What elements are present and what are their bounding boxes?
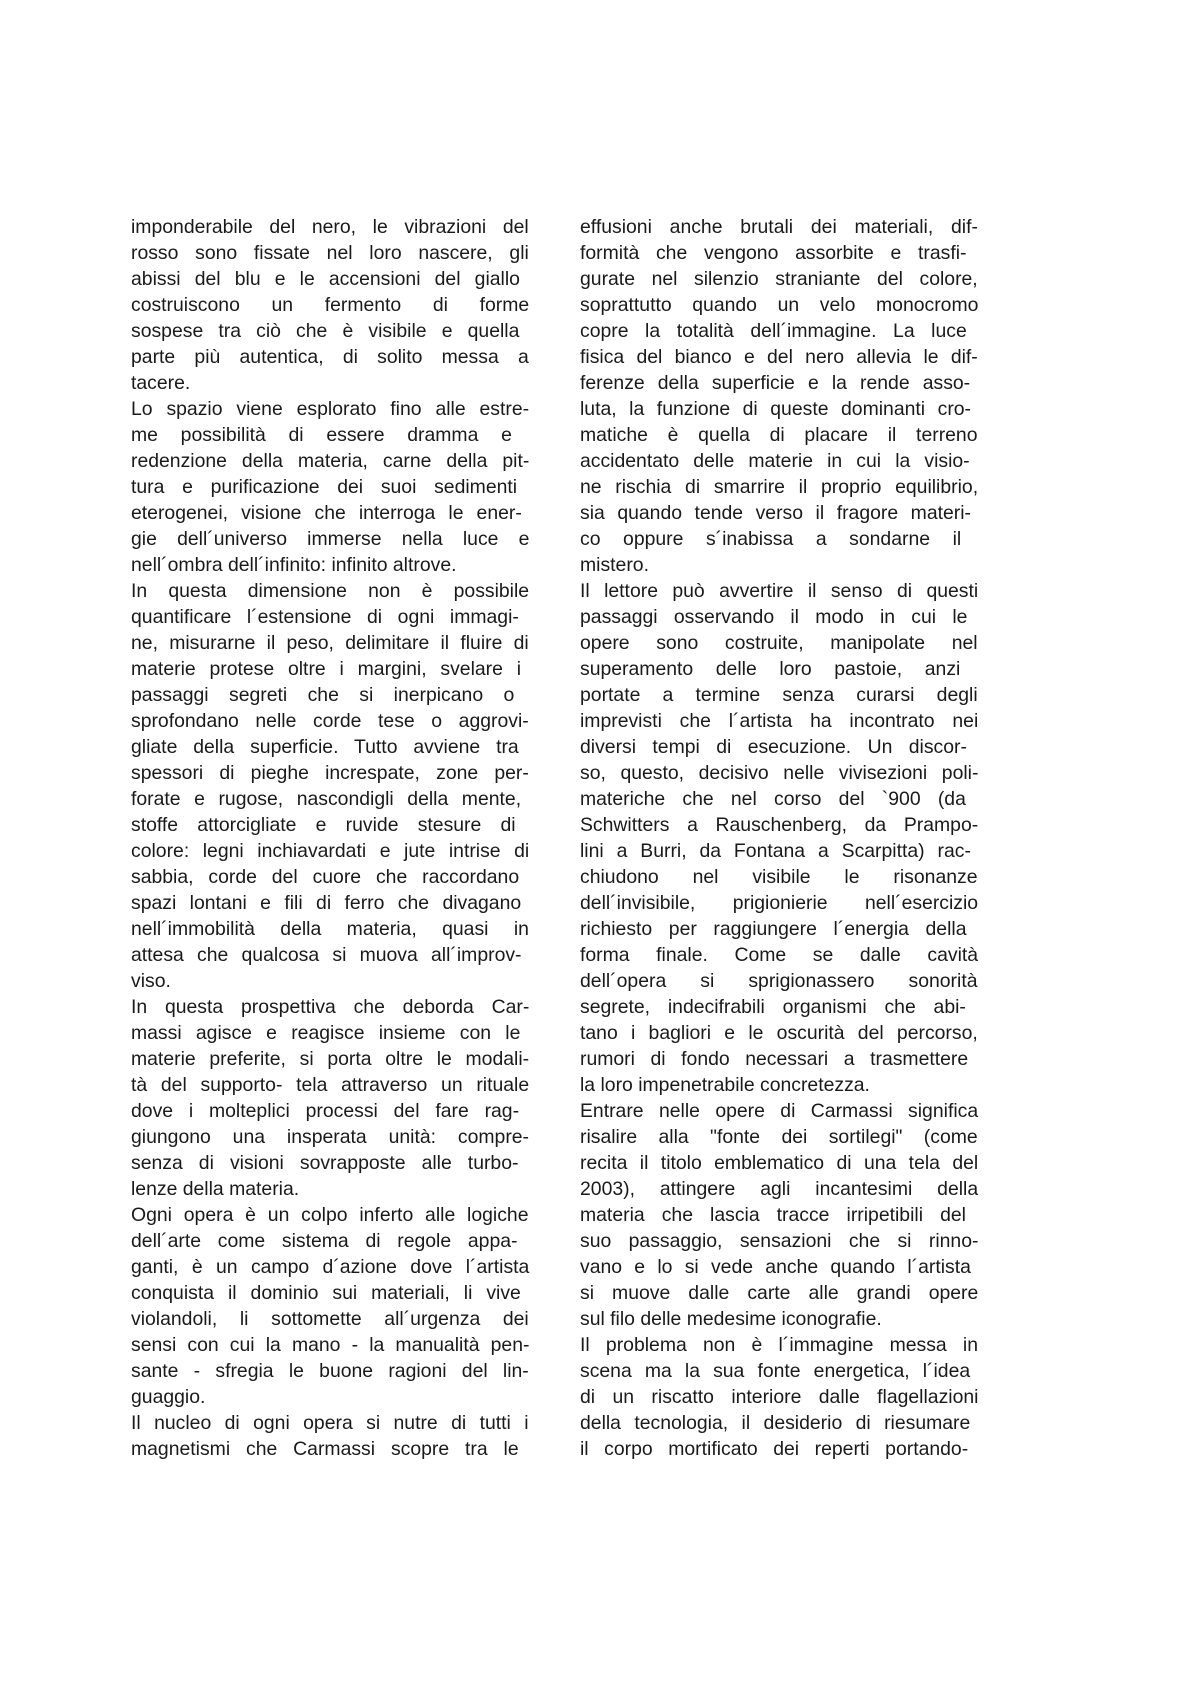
text-line: eterogenei, visione che interroga le ener- (131, 502, 522, 524)
text-line: rosso sono fissate nel loro nascere, gli (131, 242, 529, 264)
text-line: so, questo, decisivo nelle vivisezioni poli- (580, 762, 979, 784)
text-column-right (580, 214, 978, 1462)
text-line: dove i molteplici processi del fare rag- (131, 1100, 520, 1122)
text-line: tano i bagliori e le oscurità del percorso, (580, 1022, 978, 1044)
text-line: In questa dimensione non è possibile (131, 580, 530, 602)
text-line: ferenze della superficie e la rende asso- (580, 372, 971, 394)
text-column-left (131, 214, 529, 1462)
text-line: mistero. (580, 554, 649, 576)
text-line: spessori di pieghe increspate, zone per- (131, 762, 529, 784)
text-line: nell´ombra dell´infinito: infinito altrove. (131, 554, 457, 576)
text-line: copre la totalità dell´immagine. La luce (580, 320, 967, 342)
text-line: materie preferite, si porta oltre le modali- (131, 1048, 530, 1070)
text-line: colore: legni inchiavardati e jute intrise di (131, 840, 530, 862)
text-line: si muove dalle carte alle grandi opere (580, 1282, 979, 1304)
text-line: parte più autentica, di solito messa a (131, 346, 529, 368)
text-line: nell´immobilità della materia, quasi in (131, 918, 529, 940)
text-line: richiesto per raggiungere l´energia della (580, 918, 967, 940)
text-line: sospese tra ciò che è visibile e quella (131, 320, 520, 342)
text-line: materiche che nel corso del `900 (da (580, 788, 966, 810)
text-line: sul filo delle medesime iconografie. (580, 1308, 882, 1330)
text-line: effusioni anche brutali dei materiali, dif- (580, 216, 978, 238)
text-line: accidentato delle materie in cui la visio- (580, 450, 970, 472)
text-line: sia quando tende verso il fragore materi- (580, 502, 971, 524)
text-line: senza di visioni sovrapposte alle turbo- (131, 1152, 519, 1174)
text-line: sabbia, corde del cuore che raccordano (131, 866, 520, 888)
text-line: spazi lontani e fili di ferro che divagano (131, 892, 522, 914)
text-line: rumori di fondo necessari a trasmettere (580, 1048, 969, 1070)
text-line: lini a Burri, da Fontana a Scarpitta) rac- (580, 840, 971, 862)
text-line: costruiscono un fermento di forme (131, 294, 530, 316)
text-line: Ogni opera è un colpo inferto alle logiche (131, 1204, 529, 1226)
text-line: gurate nel silenzio straniante del colore, (580, 268, 978, 290)
text-line: superamento delle loro pastoie, anzi (580, 658, 961, 680)
text-line: gie dell´universo immerse nella luce e (131, 528, 530, 550)
text-line: dell´opera si sprigionassero sonorità (580, 970, 978, 992)
text-line: violandoli, li sottomette all´urgenza dei (131, 1308, 529, 1330)
text-line: di un riscatto interiore dalle flagellazioni (580, 1386, 979, 1408)
text-line: materia che lascia tracce irripetibili del (580, 1204, 966, 1226)
text-line: suo passaggio, sensazioni che si rinno- (580, 1230, 979, 1252)
text-line: ne rischia di smarrire il proprio equilibrio, (580, 476, 979, 498)
text-line: diversi tempi di esecuzione. Un discor- (580, 736, 967, 758)
text-line: Lo spazio viene esplorato fino alle estre- (131, 398, 530, 420)
text-line: scena ma la sua fonte energetica, l´idea (580, 1360, 971, 1382)
text-line: opere sono costruite, manipolate nel (580, 632, 978, 654)
text-line: Il lettore può avvertire il senso di questi (580, 580, 979, 602)
text-line: co oppure s´inabissa a sondarne il (580, 528, 962, 550)
text-line: il corpo mortificato dei reperti portando- (580, 1438, 969, 1460)
text-line: imponderabile del nero, le vibrazioni del (131, 216, 529, 238)
text-line: Schwitters a Rauschenberg, da Prampo- (580, 814, 979, 836)
text-line: sante - sfregia le buone ragioni del lin- (131, 1360, 529, 1382)
text-line: Il nucleo di ogni opera si nutre di tutti i (131, 1412, 529, 1434)
text-line: passaggi segreti che si inerpicano o (131, 684, 515, 706)
text-line: quantificare l´estensione di ogni immagi- (131, 606, 519, 628)
text-line: passaggi osservando il modo in cui le (580, 606, 968, 628)
text-line: gliate della superficie. Tutto avviene tra (131, 736, 519, 758)
text-line: tacere. (131, 372, 191, 394)
text-line: forma finale. Come se dalle cavità (580, 944, 979, 966)
text-line: imprevisti che l´artista ha incontrato nei (580, 710, 979, 732)
text-line: forate e rugose, nascondigli della mente, (131, 788, 522, 810)
text-line: lenze della materia. (131, 1178, 300, 1200)
text-line: Il problema non è l´immagine messa in (580, 1334, 979, 1356)
text-line: tura e purificazione dei suoi sedimenti (131, 476, 518, 498)
text-line: In questa prospettiva che deborda Car- (131, 996, 530, 1018)
text-line: dell´arte come sistema di regole appa- (131, 1230, 518, 1252)
text-line: portate a termine senza curarsi degli (580, 684, 978, 706)
text-line: guaggio. (131, 1386, 206, 1408)
text-line: stoffe attorcigliate e ruvide stesure di (131, 814, 516, 836)
text-line: dell´invisibile, prigionierie nell´esercizio (580, 892, 979, 914)
text-line: soprattutto quando un velo monocromo (580, 294, 979, 316)
text-line: ne, misurarne il peso, delimitare il fluire di (131, 632, 529, 654)
text-line: la loro impenetrabile concretezza. (580, 1074, 870, 1096)
text-line: conquista il dominio sui materiali, li vive (131, 1282, 521, 1304)
text-line: abissi del blu e le accensioni del giallo (131, 268, 520, 290)
text-line: 2003), attingere agli incantesimi della (580, 1178, 979, 1200)
text-line: della tecnologia, il desiderio di riesumare (580, 1412, 971, 1434)
text-line: risalire alla "fonte dei sortilegi" (come (580, 1126, 978, 1148)
text-line: giungono una insperata unità: compre- (131, 1126, 530, 1148)
text-line: matiche è quella di placare il terreno (580, 424, 978, 446)
text-line: redenzione della materia, carne della pit- (131, 450, 530, 472)
text-line: fisica del bianco e del nero allevia le dif- (580, 346, 978, 368)
text-line: magnetismi che Carmassi scopre tra le (131, 1438, 519, 1460)
text-line: attesa che qualcosa si muova all´improv- (131, 944, 522, 966)
text-line: chiudono nel visibile le risonanze (580, 866, 978, 888)
text-line: viso. (131, 970, 171, 992)
text-line: tà del supporto- tela attraverso un rituale (131, 1074, 530, 1096)
text-line: recita il titolo emblematico di una tela del (580, 1152, 979, 1174)
text-line: materie protese oltre i margini, svelare i (131, 658, 522, 680)
text-line: ganti, è un campo d´azione dove l´artista (131, 1256, 530, 1278)
text-line: me possibilità di essere dramma e (131, 424, 512, 446)
text-line: luta, la funzione di queste dominanti cro- (580, 398, 972, 420)
text-line: Entrare nelle opere di Carmassi significa (580, 1100, 979, 1122)
text-line: sprofondano nelle corde tese o aggrovi- (131, 710, 529, 732)
text-line: segrete, indecifrabili organismi che abi- (580, 996, 966, 1018)
text-line: vano e lo si vede anche quando l´artista (580, 1256, 971, 1278)
text-line: sensi con cui la mano - la manualità pen- (131, 1334, 530, 1356)
text-line: formità che vengono assorbite e trasfi- (580, 242, 967, 264)
text-line: massi agisce e reagisce insieme con le (131, 1022, 521, 1044)
